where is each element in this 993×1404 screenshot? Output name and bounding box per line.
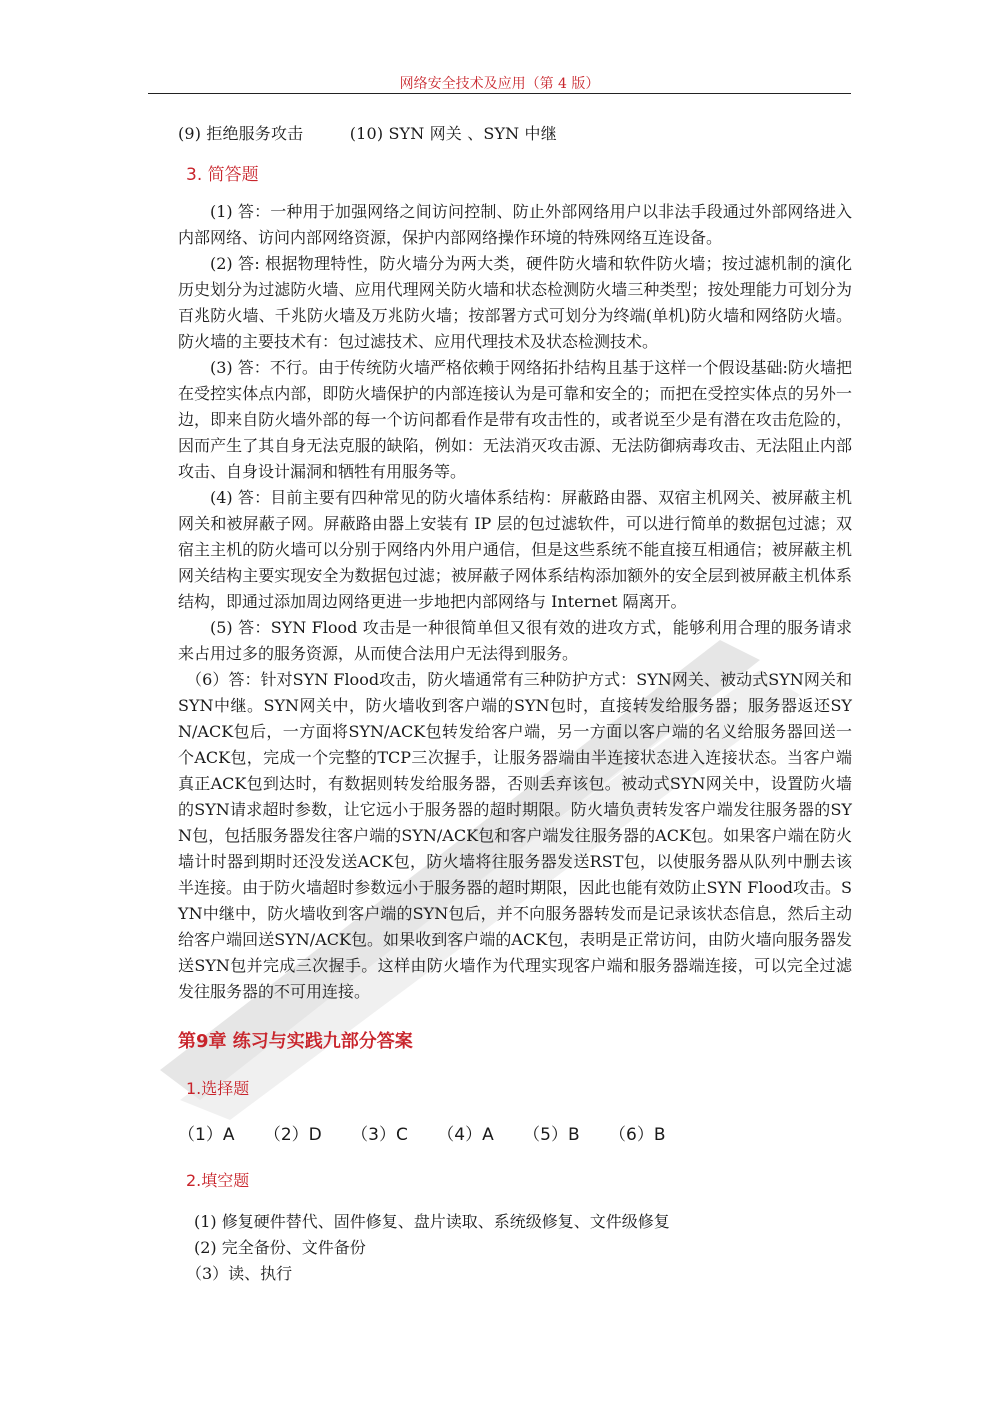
fill-answer-1: (1) 修复硬件替代、固件修复、盘片读取、系统级修复、文件级修复 [194, 1212, 670, 1231]
main-content [178, 120, 852, 1287]
fill-item-10: (10) SYN 网关 、SYN 中继 [349, 124, 557, 143]
fill-answer-2: (2) 完全备份、文件备份 [194, 1238, 366, 1257]
section-3-heading: 3. 简答题 [186, 165, 259, 185]
choice-section-heading: 1.选择题 [186, 1079, 250, 1098]
fill-answers-previous [178, 120, 852, 147]
fill-section-heading: 2.填空题 [186, 1171, 250, 1190]
fill-answer-3: （3）读、执行 [186, 1264, 293, 1283]
choice-answers [178, 1121, 852, 1149]
choice-answer-1: （1）A [178, 1125, 235, 1145]
short-answer-4: (4) 答：目前主要有四种常见的防火墙体系结构：屏蔽路由器、双宿主机网关、被屏蔽主机网关和被屏蔽子网。屏蔽路由器上安装有 IP 层的包过滤软件，可以进行简单的数据包过滤；双宿主主机的防火墙可以分别于网络内外用户通信，但是这些系统不能直接互相通信；被屏蔽主机网关结构主要实现安全为数据包过滤；被屏蔽子网体系结构添加额外的安全层到被屏蔽主机体系结构，即通过添加周边网络更进一步地把内部网络与 Internet 隔离开。 [178, 488, 852, 611]
page-header-title: 网络安全技术及应用（第 4 版） [399, 76, 600, 92]
choice-answer-6: （6）B [609, 1125, 666, 1145]
chapter-9-heading: 第9章 练习与实践九部分答案 [178, 1031, 413, 1052]
short-answer-6: （6）答：针对SYN Flood攻击，防火墙通常有三种防护方式：SYN网关、被动式SYN网关和SYN中继。SYN网关中，防火墙收到客户端的SYN包时，直接转发给服务器；服务器返还SYN/ACK包后，一方面将SYN/ACK包转发给客户端，另一方面以客户端的名义给服务器回送一个ACK包，完成一个完整的TCP三次握手，让服务器端由半连接状态进入连接状态。当客户端真正ACK包到达时，有数据则转发给服务器，否则丢弃该包。被动式SYN网关中，设置防火墙的SYN请求超时参数，让它远小于服务器的超时期限。防火墙负责转发客户端发往服务器的SYN包，包括服务器发往客户端的SYN/ACK包和客户端发往服务器的ACK包。如果客户端在防火墙计时器到期时还没发送ACK包，防火墙将往服务器发送RST包，以使服务器从队列中删去该半连接。由于防火墙超时参数远小于服务器的超时期限，因此也能有效防止SYN Flood攻击。SYN中继中，防火墙收到客户端的SYN包后，并不向服务器转发而是记录该状态信息，然后主动给客户端回送SYN/ACK包。如果收到客户端的ACK包，表明是正常访问，由防火墙向服务器发送SYN包并完成三次握手。这样由防火墙作为代理实现客户端和服务器端连接，可以完全过滤发往服务器的不可用连接。 [178, 670, 852, 1001]
short-answer-3: (3) 答：不行。由于传统防火墙严格依赖于网络拓扑结构且基于这样一个假设基础:防火墙把在受控实体点内部，即防火墙保护的内部连接认为是可靠和安全的；而把在受控实体点的另外一边，即来自防火墙外部的每一个访问都看作是带有攻击性的，或者说至少是有潜在攻击危险的，因而产生了其自身无法克服的缺陷，例如：无法消灭攻击源、无法防御病毒攻击、无法阻止内部攻击、自身设计漏洞和牺牲有用服务等。 [178, 358, 852, 481]
header-rule [148, 93, 851, 94]
choice-answer-3: （3）C [351, 1125, 408, 1145]
short-answer-2: (2) 答: 根据物理特性，防火墙分为两大类，硬件防火墙和软件防火墙；按过滤机制的演化历史划分为过滤防火墙、应用代理网关防火墙和状态检测防火墙三种类型；按处理能力可划分为百兆防火墙、千兆防火墙及万兆防火墙；按部署方式可划分为终端(单机)防火墙和网络防火墙。防火墙的主要技术有：包过滤技术、应用代理技术及状态检测技术。 [178, 254, 852, 351]
choice-answer-4: （4）A [437, 1125, 494, 1145]
choice-answer-5: （5）B [523, 1125, 580, 1145]
choice-answer-2: （2）D [263, 1125, 322, 1145]
short-answer-5: (5) 答：SYN Flood 攻击是一种很简单但又很有效的进攻方式，能够利用合理的服务请求来占用过多的服务资源，从而使合法用户无法得到服务。 [178, 618, 852, 663]
short-answer-1: (1) 答：一种用于加强网络之间访问控制、防止外部网络用户以非法手段通过外部网络进入内部网络、访问内部网络资源，保护内部网络操作环境的特殊网络互连设备。 [178, 202, 852, 247]
fill-item-9: (9) 拒绝服务攻击 [178, 124, 304, 143]
